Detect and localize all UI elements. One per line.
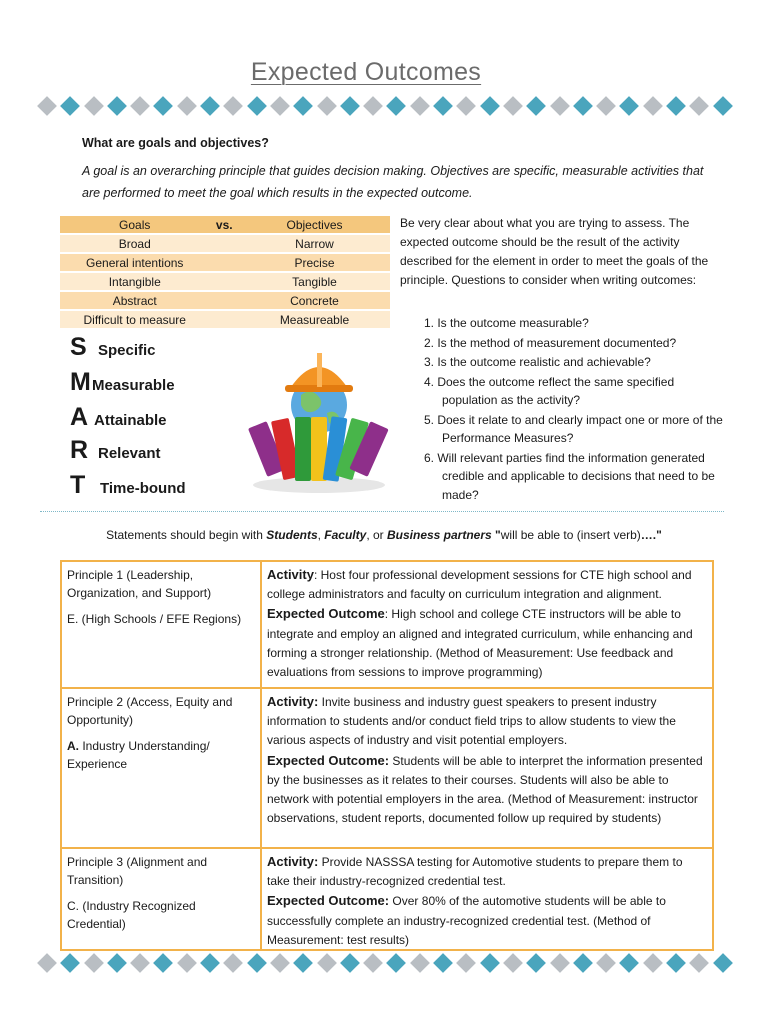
- activity-text: Invite business and industry guest speakers to present industry information to students and/or conduct field trips to allow students to view the various aspects of industry and visit potential employers.: [267, 695, 676, 748]
- table-header-row: [60, 216, 390, 233]
- diamond-shape: [713, 953, 733, 973]
- outcome-text: : High school and college CTE instructors will be able to integrate and employ an aligned and integrated curriculum, while enhancing and forming a stronger relationship. (Method of Measurement: Use feedback and evaluations from sessions to improve programming): [267, 607, 693, 680]
- diamond-shape: [154, 96, 174, 116]
- diamond-shape: [84, 96, 104, 116]
- diamond-shape: [480, 953, 500, 973]
- objective-cell: Concrete: [239, 292, 390, 309]
- outcome-label: Expected Outcome:: [267, 752, 390, 768]
- diamond-shape: [247, 96, 267, 116]
- goal-cell: Abstract: [60, 292, 209, 309]
- table-row: [60, 311, 390, 328]
- diamond-shape: [60, 953, 80, 973]
- principle-cell: [62, 562, 262, 687]
- smart-letter: A: [70, 403, 89, 431]
- diamond-shape: [433, 953, 453, 973]
- diamond-shape: [503, 96, 523, 116]
- header-objectives: Objectives: [239, 216, 390, 233]
- books-globe-hardhat-illustration: [245, 335, 393, 495]
- diamond-shape: [573, 96, 593, 116]
- diamond-shape: [620, 953, 640, 973]
- table-row: [60, 292, 390, 309]
- outcome-label: Expected Outcome:: [267, 893, 390, 909]
- statement-guidance: Statements should begin with Students, Faculty, or Business partners "will be able to (insert verb)….": [106, 528, 662, 542]
- smart-item-relevant: [70, 436, 161, 465]
- diamond-shape: [526, 96, 546, 116]
- diamond-shape: [84, 953, 104, 973]
- diamond-shape: [387, 953, 407, 973]
- goal-cell: General intentions: [60, 254, 209, 271]
- smart-letter: S: [70, 333, 87, 361]
- diamond-shape: [410, 96, 430, 116]
- diamond-shape: [363, 953, 383, 973]
- list-item: 3. Is the outcome realistic and achievable?: [424, 355, 651, 369]
- diamond-divider-top: [40, 95, 730, 117]
- diamond-shape: [550, 953, 570, 973]
- diamond-shape: [526, 953, 546, 973]
- smart-item-time-bound: [70, 471, 186, 500]
- smart-letter: M: [70, 368, 91, 396]
- table-row: [60, 254, 390, 271]
- diamond-shape: [270, 96, 290, 116]
- diamond-shape: [293, 953, 313, 973]
- diamond-shape: [666, 96, 686, 116]
- diamond-shape: [223, 96, 243, 116]
- list-item: 6. Will relevant parties find the information generated credible and applicable to decisions that need to be made?: [424, 450, 715, 502]
- principle-cell: [62, 849, 262, 949]
- principle-row: [62, 562, 712, 689]
- smart-word: Measurable: [92, 377, 175, 394]
- diamond-shape: [433, 96, 453, 116]
- smart-word: Attainable: [94, 412, 167, 429]
- page-title: Expected Outcomes: [250, 58, 482, 86]
- table-row: [60, 235, 390, 252]
- activity-outcome-cell: [262, 689, 712, 847]
- diamond-shape: [270, 953, 290, 973]
- diamond-shape: [387, 96, 407, 116]
- diamond-shape: [200, 96, 220, 116]
- diamond-shape: [317, 953, 337, 973]
- list-item: 5. Does it relate to and clearly impact one or more of the Performance Measures?: [424, 412, 723, 445]
- smart-letter: R: [70, 436, 89, 464]
- diamond-shape: [247, 953, 267, 973]
- diamond-shape: [713, 96, 733, 116]
- outcome-text: Over 80% of the automotive students will be able to successfully complete an industry-recognized credential test. (Method of Measurement: test results): [267, 894, 666, 947]
- diamond-shape: [573, 953, 593, 973]
- principle-name: Principle 2 (Access, Equity and Opportunity): [67, 695, 233, 727]
- list-item: 4. Does the outcome reflect the same specified population as the activity?: [424, 374, 675, 407]
- diamond-shape: [503, 953, 523, 973]
- diamond-shape: [107, 953, 127, 973]
- principle-row: [62, 689, 712, 849]
- goal-cell: Difficult to measure: [60, 311, 209, 328]
- objective-cell: Tangible: [239, 273, 390, 290]
- smart-item-specific: [70, 333, 156, 362]
- diamond-shape: [596, 953, 616, 973]
- activity-label: Activity:: [267, 854, 319, 869]
- diamond-shape: [107, 96, 127, 116]
- outcome-label: Expected Outcome: [267, 606, 385, 622]
- smart-word: Relevant: [98, 445, 161, 462]
- activity-label: Activity:: [267, 694, 319, 709]
- dotted-separator: [40, 511, 724, 512]
- outcome-questions-list: [418, 314, 723, 505]
- diamond-shape: [317, 96, 337, 116]
- intro-paragraph: A goal is an overarching principle that guides decision making. Objectives are specific, measurable activities that are performed to meet the goal which results in the expected outcome.: [82, 164, 704, 200]
- activity-text: Provide NASSSA testing for Automotive students to prepare them to take their industry-recognized credential test.: [267, 855, 683, 889]
- principle-cell: [62, 689, 262, 847]
- diamond-shape: [456, 953, 476, 973]
- diamond-shape: [200, 953, 220, 973]
- objective-cell: Measureable: [239, 311, 390, 328]
- diamond-shape: [689, 953, 709, 973]
- diamond-shape: [223, 953, 243, 973]
- diamond-shape: [340, 953, 360, 973]
- diamond-shape: [363, 96, 383, 116]
- activity-outcome-cell: [262, 562, 712, 687]
- diamond-shape: [37, 953, 57, 973]
- principle-element: A. Industry Understanding/ Experience: [67, 739, 210, 771]
- diamond-shape: [154, 953, 174, 973]
- smart-word: Time-bound: [100, 480, 186, 497]
- principle-name: Principle 3 (Alignment and Transition): [67, 855, 208, 887]
- diamond-shape: [643, 953, 663, 973]
- table-row: [60, 273, 390, 290]
- diamond-shape: [480, 96, 500, 116]
- goal-cell: Broad: [60, 235, 209, 252]
- activity-label: Activity: [267, 567, 314, 582]
- section-question: What are goals and objectives?: [82, 136, 269, 150]
- diamond-shape: [620, 96, 640, 116]
- smart-item-attainable: [70, 403, 167, 432]
- header-goals: Goals: [60, 216, 209, 233]
- diamond-shape: [177, 953, 197, 973]
- principle-row: [62, 849, 712, 949]
- smart-letter: T: [70, 471, 86, 499]
- principle-element: C. (Industry Recognized Credential): [67, 899, 196, 931]
- diamond-shape: [666, 953, 686, 973]
- diamond-shape: [340, 96, 360, 116]
- principle-name: Principle 1 (Leadership, Organization, and Support): [67, 568, 212, 600]
- diamond-shape: [37, 96, 57, 116]
- principle-element: E. (High Schools / EFE Regions): [67, 612, 242, 626]
- objective-cell: Precise: [239, 254, 390, 271]
- diamond-shape: [130, 953, 150, 973]
- activity-text: : Host four professional development sessions for CTE high school and college administrators and faculty on curriculum integration and alignment.: [267, 568, 692, 602]
- goal-cell: Intangible: [60, 273, 209, 290]
- smart-word: Specific: [98, 342, 156, 359]
- diamond-shape: [596, 96, 616, 116]
- diamond-shape: [293, 96, 313, 116]
- diamond-shape: [410, 953, 430, 973]
- diamond-divider-bottom: [40, 952, 730, 974]
- header-vs: vs.: [209, 216, 239, 233]
- diamond-shape: [643, 96, 663, 116]
- diamond-shape: [60, 96, 80, 116]
- list-item: 2. Is the method of measurement documented?: [424, 335, 677, 350]
- diamond-shape: [550, 96, 570, 116]
- principles-table: [60, 560, 714, 951]
- goals-vs-objectives-table: [60, 214, 390, 330]
- list-item: 1. Is the outcome measurable?: [424, 316, 589, 330]
- diamond-shape: [130, 96, 150, 116]
- smart-item-measurable: [70, 368, 175, 397]
- diamond-shape: [456, 96, 476, 116]
- diamond-shape: [177, 96, 197, 116]
- objective-cell: Narrow: [239, 235, 390, 252]
- activity-outcome-cell: [262, 849, 712, 949]
- diamond-shape: [689, 96, 709, 116]
- outcome-text: Students will be able to interpret the information presented by the businesses as it relates to their courses. Students will also be able to network with potential employers in the area. (Method of Measurement: instructor observations, student reports, documented follow up required by students): [267, 753, 703, 826]
- assessment-guidance-paragraph: Be very clear about what you are trying to assess. The expected outcome should be the result of the activity described for the element in order to meet the goals of the principle. Questions to consider when writing outcomes:: [400, 216, 709, 287]
